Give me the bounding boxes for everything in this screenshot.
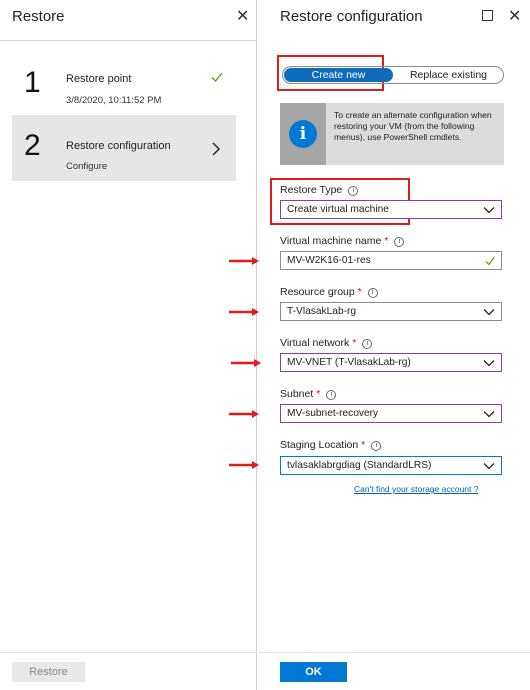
info-icon-box — [280, 103, 326, 165]
restore-button[interactable]: Restore — [12, 662, 85, 682]
label-text: Virtual network — [280, 337, 350, 349]
valid-check-icon — [485, 256, 495, 266]
close-icon[interactable]: ✕ — [508, 8, 522, 25]
vm-name-input[interactable] — [280, 251, 502, 270]
cant-find-storage-link[interactable]: Can't find your storage account ? — [354, 484, 479, 494]
info-hint-icon[interactable]: i — [371, 441, 381, 451]
staging-location-value: tvlasaklabrgdiag (StandardLRS) — [287, 460, 432, 471]
info-hint-icon[interactable]: i — [326, 390, 336, 400]
virtual-network-label — [280, 337, 372, 349]
step-subtitle: 3/8/2020, 10:11:52 PM — [66, 95, 162, 106]
label-text: Subnet — [280, 388, 314, 400]
check-icon — [210, 70, 224, 84]
divider — [0, 40, 257, 41]
required-marker: * — [352, 337, 357, 349]
restore-blade — [0, 0, 257, 690]
staging-location-label — [280, 439, 381, 451]
label-text: Virtual machine name — [280, 235, 382, 247]
label-text: Resource group — [280, 286, 355, 298]
info-hint-icon[interactable]: i — [348, 186, 358, 196]
replace-existing-option[interactable]: Replace existing — [409, 69, 488, 81]
resource-group-value: T-VlasakLab-rg — [287, 306, 357, 317]
subnet-select[interactable] — [280, 404, 502, 423]
restore-type-select[interactable] — [280, 200, 502, 219]
footer-divider — [258, 652, 530, 653]
label-text: Staging Location — [280, 439, 359, 451]
subnet-label — [280, 388, 336, 400]
step-number: 1 — [24, 66, 41, 99]
restore-type-value: Create virtual machine — [287, 204, 389, 215]
chevron-down-icon — [483, 307, 495, 317]
step-restore-configuration[interactable] — [12, 115, 236, 181]
restore-blade-title: Restore — [12, 8, 65, 25]
resource-group-label — [280, 286, 378, 298]
restore-configuration-title: Restore configuration — [280, 8, 423, 25]
close-icon[interactable]: ✕ — [236, 8, 250, 25]
chevron-down-icon — [483, 358, 495, 368]
info-hint-icon[interactable]: i — [362, 339, 372, 349]
red-arrow-icon — [228, 256, 260, 266]
staging-location-select[interactable] — [280, 456, 502, 475]
step-restore-point[interactable] — [12, 52, 236, 118]
chevron-down-icon — [483, 461, 495, 471]
ok-button[interactable]: OK — [280, 662, 347, 682]
info-hint-icon[interactable]: i — [368, 288, 378, 298]
info-text: To create an alternate configuration when restoring your VM (from the following menus), use PowerShell cmdlets. — [334, 110, 492, 142]
required-marker: * — [316, 388, 321, 400]
red-arrow-icon — [228, 307, 260, 317]
vm-name-label — [280, 235, 404, 247]
info-banner — [280, 103, 504, 165]
vm-name-value: MV-W2K16-01-res — [287, 255, 371, 266]
step-title: Restore configuration — [66, 140, 171, 152]
required-marker: * — [361, 439, 366, 451]
create-new-option[interactable]: Create new — [284, 68, 393, 82]
restore-type-label — [280, 184, 358, 196]
step-number: 2 — [24, 129, 41, 162]
chevron-down-icon — [483, 205, 495, 215]
red-arrow-icon — [228, 409, 260, 419]
footer-divider — [0, 652, 257, 653]
info-hint-icon[interactable]: i — [394, 237, 404, 247]
virtual-network-value: MV-VNET (T-VlasakLab-rg) — [287, 357, 411, 368]
chevron-down-icon — [483, 409, 495, 419]
maximize-icon[interactable] — [482, 10, 493, 21]
step-title: Restore point — [66, 73, 132, 85]
resource-group-select[interactable] — [280, 302, 502, 321]
step-subtitle: Configure — [66, 161, 108, 172]
subnet-value: MV-subnet-recovery — [287, 408, 379, 419]
virtual-network-select[interactable] — [280, 353, 502, 372]
create-mode-toggle[interactable] — [282, 66, 504, 84]
restore-configuration-blade — [258, 0, 530, 690]
required-marker: * — [357, 286, 362, 298]
info-icon: i — [289, 120, 317, 148]
label-text: Restore Type — [280, 184, 343, 196]
chevron-right-icon — [210, 141, 222, 157]
red-arrow-icon — [228, 460, 260, 470]
required-marker: * — [384, 235, 389, 247]
red-arrow-icon — [230, 358, 262, 368]
